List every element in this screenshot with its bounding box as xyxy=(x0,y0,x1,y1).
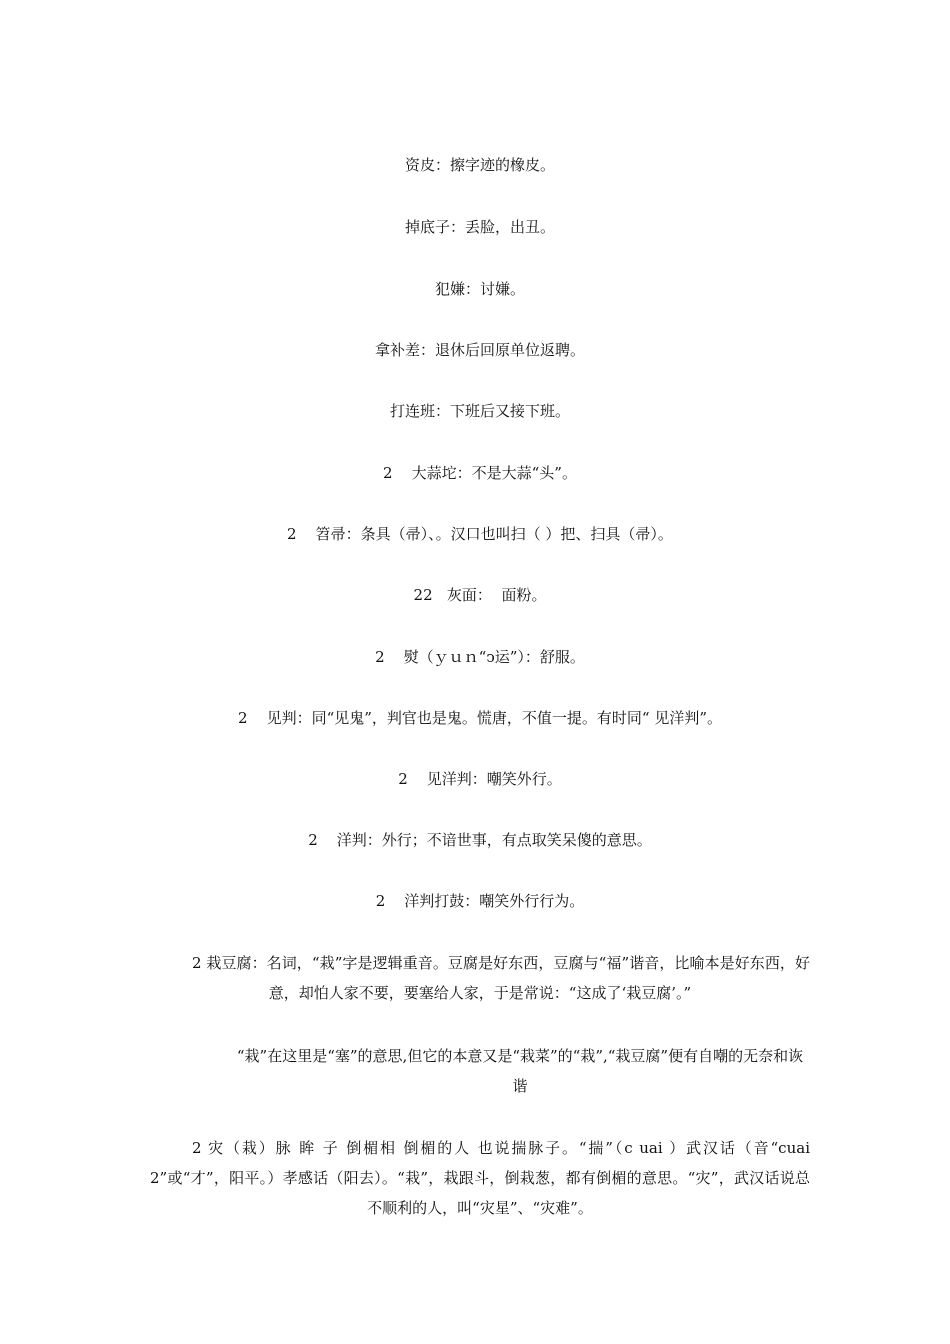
entry-yangpan: 2 洋判：外行；不谙世事，有点取笑呆傻的意思。 xyxy=(308,831,652,849)
entry-diaodizi: 掉底子：丢脸，出丑。 xyxy=(404,218,555,236)
entry-jianyangpan: 2 见洋判：嘲笑外行。 xyxy=(398,770,562,788)
entry-zipi: 资皮：擦字迹的橡皮。 xyxy=(404,156,555,174)
entry-fanxian: 犯嫌：讨嫌。 xyxy=(434,280,525,298)
paragraph-zai: 2 灾（栽）脉 眸 子 倒楣相 倒楣的人 也说揣脉子。“揣”（c uai ）武汉话（音“cuai 2”或“才”，阳平。）孝感话（阳去）。“栽”，栽跟斗，倒栽葱，都有倒楣的意思。“灾”，武汉话说总不顺利的人，叫“灾星”、“灾难”。 xyxy=(150,1139,810,1217)
entry-tiaozhou: 2 笤帚：条具（帚）、。汉口也叫扫（ ）把、扫具（帚）。 xyxy=(287,525,673,543)
entry-nabucha: 拿补差：退休后回原单位返聘。 xyxy=(374,341,585,359)
paragraph-zaidoufu: 2 栽豆腐：名词，“栽”字是逻辑重音。豆腐是好东西，豆腐与“福”谐音，比喻本是好东西，好意，却怕人家不要，要塞给人家，于是常说：“这成了‘栽豆腐’。” xyxy=(192,954,810,1002)
entry-yangpandagu: 2 洋判打鼓：嘲笑外行行为。 xyxy=(375,892,585,910)
entry-jianpan: 2 见判：同“见鬼”，判官也是鬼。慌唐，不值一提。有时同“ 见洋判”。 xyxy=(237,709,723,727)
entry-dalianban: 打连班：下班后又接下班。 xyxy=(389,402,570,420)
paragraph-note: “栽”在这里是“塞”的意思,但它的本意又是“栽菜”的“栽”,“栽豆腐”便有自嘲的无奈和诙谐 xyxy=(236,1047,804,1095)
entry-yun: 2 熨（ｙｕｎ“ↄ运”）：舒服。 xyxy=(375,648,585,666)
entry-huimian: 22 灰面： 面粉。 xyxy=(413,586,547,604)
entry-dasuantuo: 2 大蒜坨：不是大蒜“头”。 xyxy=(383,464,577,482)
